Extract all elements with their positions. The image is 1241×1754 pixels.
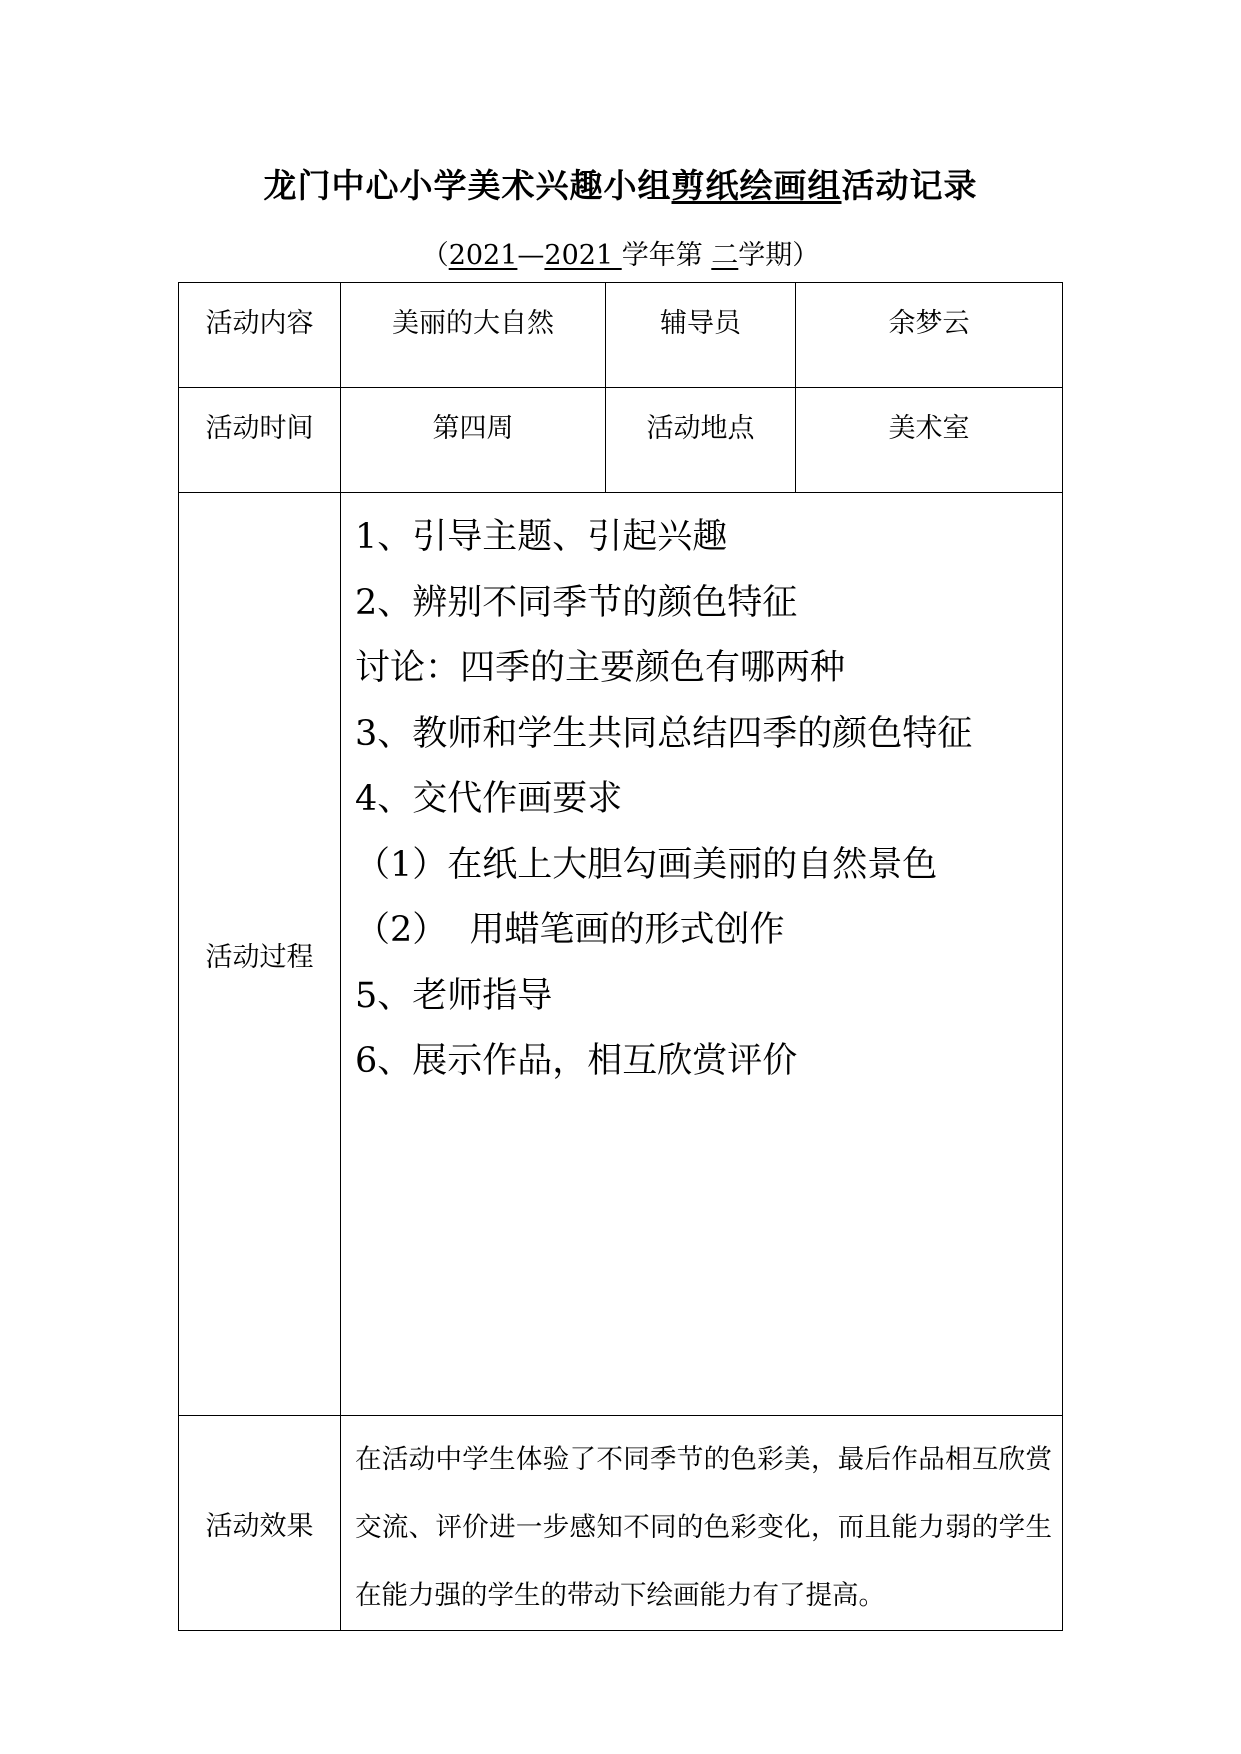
- table-row: [179, 493, 1063, 1416]
- process-item: 2、辨别不同季节的颜色特征: [355, 582, 798, 623]
- place-label: 活动地点: [606, 388, 796, 493]
- sub-dash: —: [517, 240, 545, 271]
- table-row: [179, 283, 1063, 388]
- time-label: 活动时间: [179, 388, 341, 493]
- effect-label: 活动效果: [179, 1416, 341, 1631]
- advisor-label: 辅导员: [606, 283, 796, 388]
- title-suffix: 活动记录: [841, 166, 978, 205]
- process-item: 3、教师和学生共同总结四季的颜色特征: [355, 713, 973, 754]
- title-group-name: 剪纸绘画组: [671, 166, 842, 205]
- title-prefix: 龙门中心小学美术兴趣小组: [263, 166, 672, 205]
- time-value: 第四周: [341, 388, 606, 493]
- process-item: 1、引导主题、引起兴趣: [355, 517, 728, 557]
- effect-cell: [341, 1416, 1063, 1631]
- activity-record-table: [178, 282, 1063, 1631]
- process-label: 活动过程: [179, 493, 341, 1416]
- sub-close: 学期）: [738, 240, 820, 271]
- process-list: [341, 493, 1062, 1095]
- content-value: 美丽的大自然: [341, 283, 606, 388]
- process-item: 4、交代作画要求: [355, 779, 623, 819]
- process-cell: [341, 493, 1063, 1416]
- sub-mid: 学年第: [621, 240, 712, 271]
- content-label: 活动内容: [179, 283, 341, 388]
- process-item: （2） 用蜡笔画的形式创作: [355, 910, 785, 950]
- term-number: 二: [711, 240, 739, 271]
- document-title: [0, 160, 1241, 207]
- sub-open: （: [421, 240, 449, 271]
- process-item: 5、老师指导: [355, 975, 553, 1016]
- place-value: 美术室: [796, 388, 1063, 493]
- process-item: 6、展示作品，相互欣赏评价: [355, 1041, 798, 1081]
- table-row: [179, 1416, 1063, 1631]
- advisor-value: 余梦云: [796, 283, 1063, 388]
- school-year-line: [0, 233, 1241, 272]
- table-row: [179, 388, 1063, 493]
- process-item: 讨论：四季的主要颜色有哪两种: [355, 648, 846, 688]
- process-item: （1）在纸上大胆勾画美丽的自然景色: [355, 844, 938, 885]
- effect-text: 在活动中学生体验了不同季节的色彩美，最后作品相互欣赏交流、评价进一步感知不同的色彩变化，而且能力弱的学生在能力强的学生的带动下绘画能力有了提高。: [355, 1444, 1052, 1611]
- year-start: 2021: [448, 240, 518, 271]
- year-end: 2021: [544, 240, 622, 271]
